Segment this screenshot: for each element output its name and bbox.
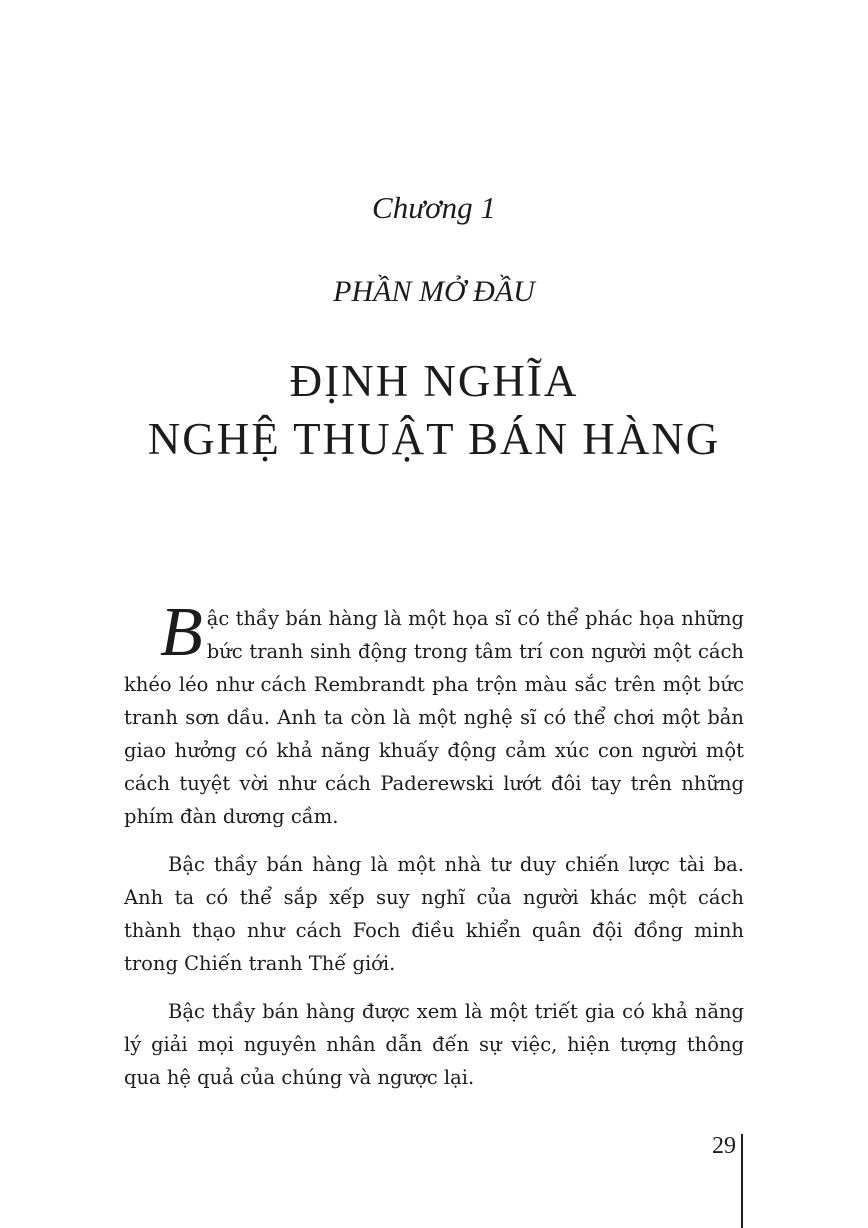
body-text (124, 594, 744, 1109)
chapter-title-line-1: ĐỊNH NGHĨA (289, 356, 579, 406)
margin-rule (741, 1134, 743, 1228)
paragraph-1-text: ậc thầy bán hàng là một họa sĩ có thể phác họa những bức tranh sinh động trong tâm trí con người một cách khéo léo như cách Rembrandt pha trộn màu sắc trên một bức tranh sơn dầu. Anh ta còn là một nghệ sĩ có thể chơi một bản giao hưởng có khả năng khuấy động cảm xúc con người một cách tuyệt vời như cách Paderewski lướt đôi tay trên những phím đàn dương cầm. (124, 607, 744, 828)
chapter-title-line-2: NGHỆ THUẬT BÁN HÀNG (147, 414, 721, 464)
chapter-number: Chương 1 (372, 190, 496, 225)
paragraph-3: Bậc thầy bán hàng được xem là một triết gia có khả năng lý giải mọi nguyên nhân dẫn đến sự việc, hiện tượng thông qua hệ quả của chúng và ngược lại. (124, 1000, 744, 1089)
drop-cap: B (160, 594, 203, 671)
chapter-title (0, 352, 868, 468)
paragraph-1 (124, 594, 744, 833)
page-number: 29 (712, 1133, 736, 1159)
part-title: PHẦN MỞ ĐẦU (333, 275, 535, 308)
paragraph-2: Bậc thầy bán hàng là một nhà tư duy chiến lược tài ba. Anh ta có thể sắp xếp suy nghĩ của người khác một cách thành thạo như cách Foch điều khiển quân đội đồng minh trong Chiến tranh Thế giới. (124, 853, 744, 975)
